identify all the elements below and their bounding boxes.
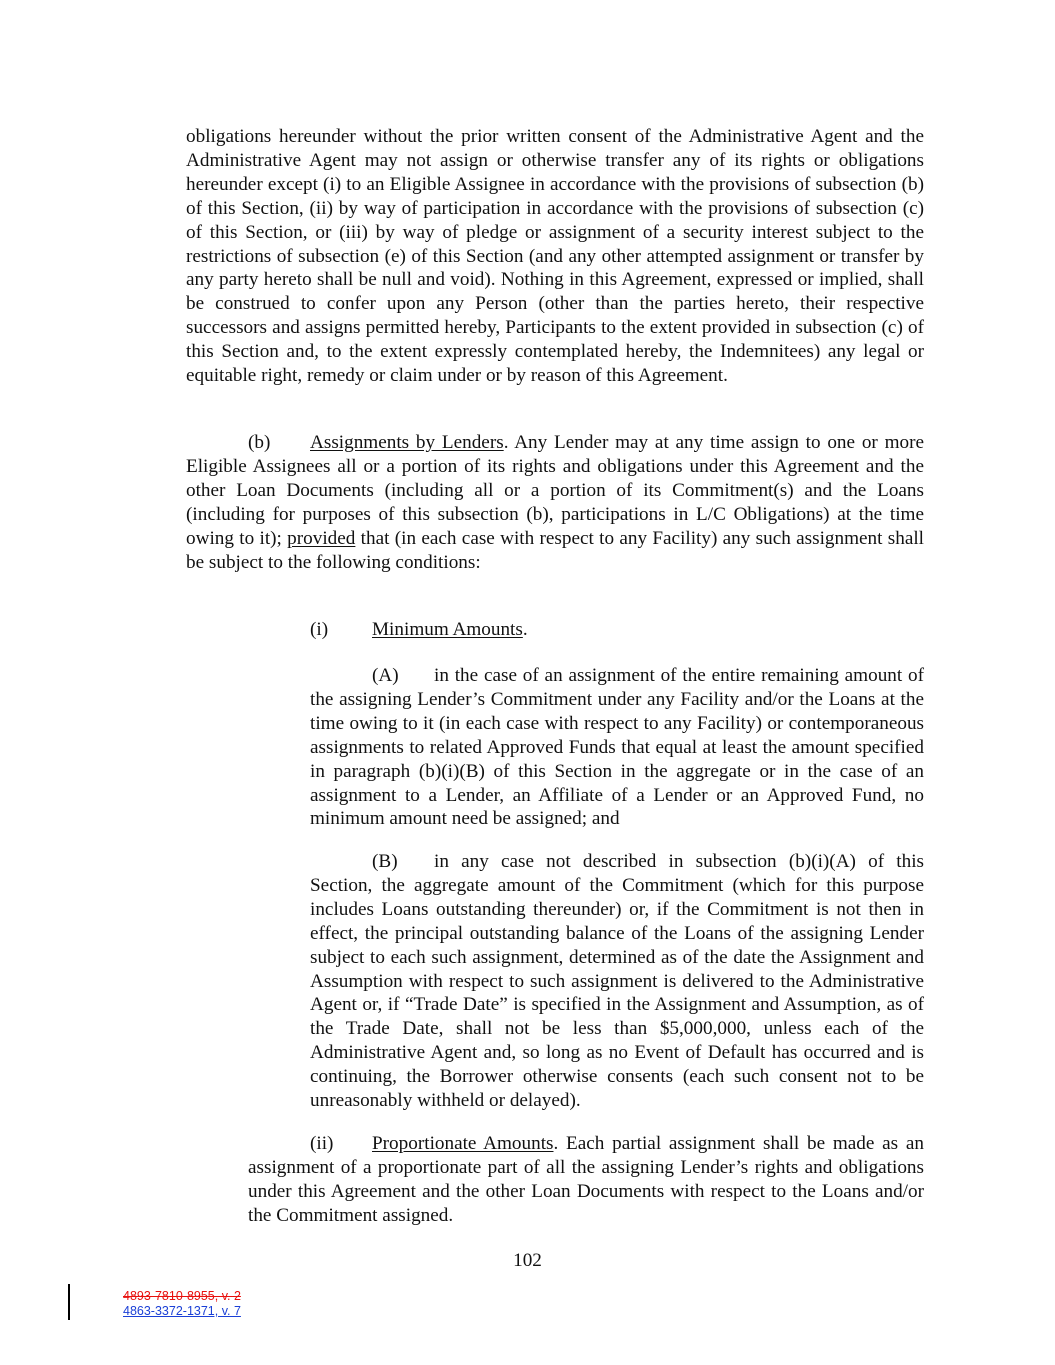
paragraph-label: (b) — [248, 432, 271, 453]
paragraph-label: (i) — [310, 619, 329, 640]
paragraph-text: . Each partial assignment shall be made as an assignment of a proportionate part of all the assigning Lender’s rights and obligations under this Agreement and the other Loan Documents with respect to the Loans and/or the Commitment assigned. — [248, 1133, 924, 1226]
paragraph-b-ii — [248, 1132, 924, 1228]
page-number: 102 — [513, 1250, 542, 1271]
paragraph-text: that (in each case with respect to any Facility) any such assignment shall be subject to the following conditions: — [186, 527, 924, 573]
section-heading-assignments-by-lenders: Assignments by Lenders — [310, 432, 504, 453]
paragraph-text: . Any Lender may at any time assign to one or more Eligible Assignees all or a portion of its rights and obligations under this Agreement and the other Loan Documents (including all or a portion of its Commitment(s) and the Loans (including for purposes of this subsection (b), participations in L/C Obligations) at the time owing to it); — [186, 432, 924, 549]
document-id-deleted: 4893-7810-8955, v. 2 — [123, 1289, 241, 1303]
paragraph-text: in the case of an assignment of the entire remaining amount of the assigning Lender’s Commitment under any Facility and/or the Loans at the time owing to it (in each case with respect to any Facility) or contemporaneous assignments to related Approved Funds that equal at least the amount specified in paragraph (b)(i)(B) of this Section in the aggregate or in the case of an assignment to a Lender, an Affiliate of a Lender or an Approved Fund, no minimum amount need be assigned; and — [310, 665, 924, 830]
paragraph-b-i — [310, 618, 924, 642]
document-id-inserted: 4863-3372-1371, v. 7 — [123, 1304, 241, 1318]
paragraph-text: in any case not described in subsection (b)(i)(A) of this Section, the aggregate amount of the Commitment (which for this purpose includes Loans outstanding thereunder) or, if the Commitment is not then in effect, the principal outstanding balance of the Loans of the assigning Lender subject to each such assignment, determined as of the date the Assignment and Assumption with respect to such assignment is delivered to the Administrative Agent or, if “Trade Date” is specified in the Assignment and Assumption, as of the Trade Date, shall not be less than $5,000,000, unless each of the Administrative Agent and, so long as no Event of Default has occurred and is continuing, the Borrower otherwise consents (each such consent not to be unreasonably withheld or delayed). — [310, 851, 924, 1112]
revision-change-bar — [68, 1284, 70, 1320]
section-heading-minimum-amounts: Minimum Amounts — [372, 619, 523, 640]
paragraph-b-i-B — [310, 850, 924, 1113]
paragraph-b — [186, 431, 924, 574]
section-heading-proportionate-amounts: Proportionate Amounts — [372, 1133, 554, 1154]
paragraph-b-i-A — [310, 664, 924, 831]
paragraph-label: (A) — [372, 665, 399, 686]
paragraph-text: . — [522, 619, 528, 640]
paragraph-label: (B) — [372, 851, 398, 872]
provided-term: provided — [287, 527, 356, 549]
paragraph-label: (ii) — [310, 1133, 334, 1154]
paragraph-text: obligations hereunder without the prior written consent of the Administrative Agent and the Administrative Agent may not assign or otherwise transfer any of its rights or obligations hereunder except (i) to an Eligible Assignee in accordance with the provisions of subsection (b) of this Section, (ii) by way of participation in accordance with the provisions of subsection (c) of this Section, or (iii) by way of pledge or assignment of a security interest subject to the restrictions of subsection (e) of this Section (and any other attempted assignment or transfer by any party hereto shall be null and void). Nothing in this Agreement, expressed or implied, shall be construed to confer upon any Person (other than the parties hereto, their respective successors and assigns permitted hereby, Participants to the extent provided in subsection (c) of this Section and, to the extent expressly contemplated hereby, the Indemnitees) any legal or equitable right, remedy or claim under or by reason of this Agreement. — [186, 126, 924, 387]
paragraph-continuation — [186, 125, 924, 388]
